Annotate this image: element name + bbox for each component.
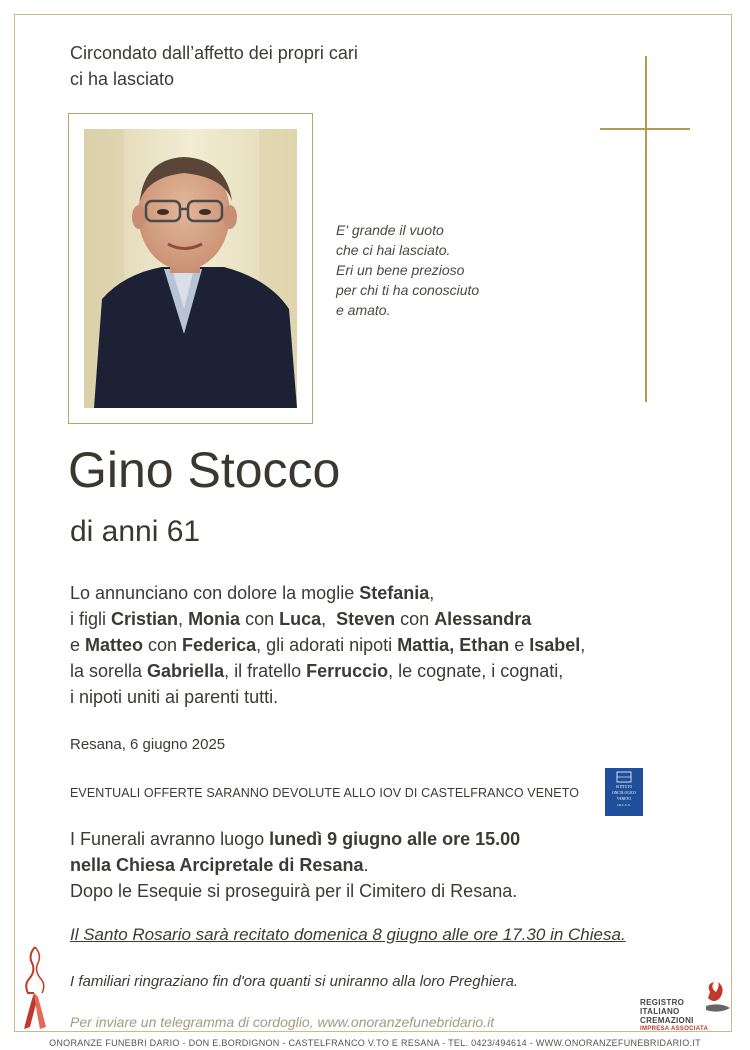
thanks-note: I familiari ringraziano fin d'ora quanti si uniranno alla loro Preghiera. bbox=[70, 973, 519, 990]
ric-logo bbox=[640, 982, 734, 1032]
portrait-image bbox=[84, 129, 297, 408]
intro-line-2: ci ha lasciato bbox=[70, 69, 175, 89]
verse-line: E' grande il vuoto bbox=[336, 222, 444, 238]
iov-logo-text: VENETO bbox=[616, 797, 632, 801]
funeral-line-1: I Funerali avranno luogo lunedì 9 giugno alle ore 15.00 bbox=[70, 829, 521, 849]
announcement-line-2: i figli Cristian, Monia con Luca, Steven con Alessandra bbox=[70, 609, 532, 629]
verse-line: e amato. bbox=[336, 302, 391, 318]
memorial-verse bbox=[336, 220, 479, 320]
verse-line: Eri un bene prezioso bbox=[336, 262, 465, 278]
rosary-info: Il Santo Rosario sarà recitato domenica 8 giugno alle ore 17.30 in Chiesa. bbox=[70, 925, 626, 944]
deceased-age: di anni 61 bbox=[70, 515, 201, 548]
cross-icon bbox=[645, 56, 647, 402]
funeral-line-2: nella Chiesa Arcipretale di Resana. bbox=[70, 855, 369, 875]
funeral-line-3: Dopo le Esequie si proseguirà per il Cimitero di Resana. bbox=[70, 881, 518, 901]
portrait-photo bbox=[84, 129, 297, 408]
iov-logo-text: I.R.C.C.S. bbox=[617, 803, 631, 807]
cross-icon-bar bbox=[600, 128, 690, 130]
announcement-line-3: e Matteo con Federica, gli adorati nipoti Mattia, Ethan e Isabel, bbox=[70, 635, 586, 655]
portrait-frame bbox=[68, 113, 313, 424]
announcement-text bbox=[70, 580, 585, 710]
announcement-line-1: Lo annunciano con dolore la moglie Stefania, bbox=[70, 583, 435, 603]
intro-line-1: Circondato dall’affetto dei propri cari bbox=[70, 43, 358, 63]
verse-line: per chi ti ha conosciuto bbox=[336, 282, 480, 298]
announcement-line-5: i nipoti uniti ai parenti tutti. bbox=[70, 687, 279, 707]
ric-logo-text: REGISTRO ITALIANO CREMAZIONI IMPRESA ASSOCIATA bbox=[640, 998, 709, 1032]
intro-text bbox=[70, 40, 358, 92]
verse-line: che ci hai lasciato. bbox=[336, 242, 451, 258]
iov-logo-text: ISTITUTO bbox=[615, 785, 633, 789]
funeral-info bbox=[70, 826, 520, 904]
iov-logo-text: ONCOLOGICO bbox=[612, 791, 636, 795]
footer-contact: ONORANZE FUNEBRI DARIO - DON E.BORDIGNON - CASTELFRANCO V.TO E RESANA - TEL. 0423/494614 - WWW.ONORANZEFUNEBRIDARIO.IT bbox=[49, 1038, 701, 1048]
ribbon-icon bbox=[20, 945, 50, 1035]
deceased-name: Gino Stocco bbox=[68, 442, 341, 498]
announcement-line-4: la sorella Gabriella, il fratello Ferruccio, le cognate, i cognati, bbox=[70, 661, 564, 681]
place-date: Resana, 6 giugno 2025 bbox=[70, 736, 226, 753]
iov-logo bbox=[605, 768, 643, 816]
telegram-link[interactable]: Per inviare un telegramma di cordoglio, www.onoranzefunebridario.it bbox=[70, 1014, 495, 1030]
iov-logo-image bbox=[605, 768, 643, 816]
donation-note: EVENTUALI OFFERTE SARANNO DEVOLUTE ALLO IOV DI CASTELFRANCO VENETO bbox=[70, 786, 580, 800]
